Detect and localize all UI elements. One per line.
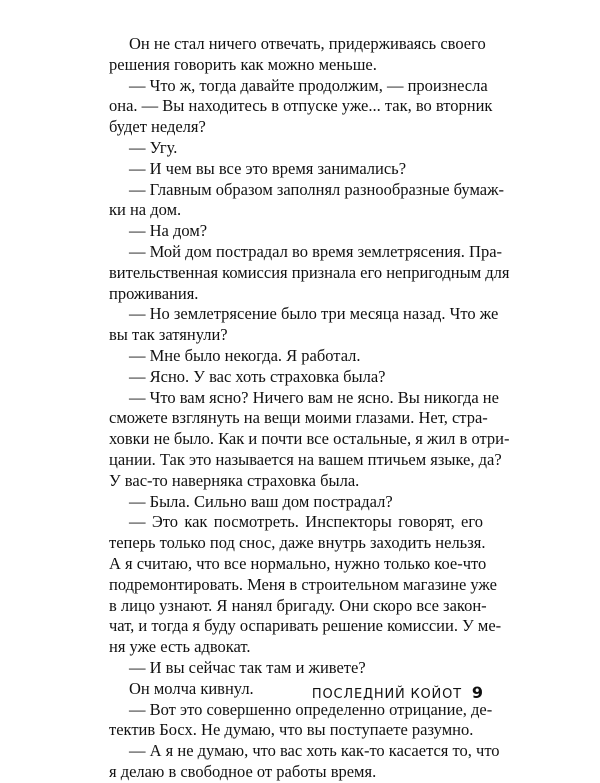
text-line: подремонтировать. Меня в строительном магазине уже [109, 574, 497, 594]
text-line: — Была. Сильно ваш дом пострадал? [129, 491, 393, 511]
page-footer [109, 683, 483, 702]
text-line: Он не стал ничего отвечать, придерживаясь своего [129, 34, 486, 53]
text-line: — Вот это совершенно определенно отрицание, де- [129, 699, 493, 719]
text-line: проживания. [109, 283, 199, 303]
text-line: — А я не думаю, что вас хоть как-то касается то, что [129, 741, 500, 761]
text-line: ки на дом. [109, 200, 182, 220]
body-text [109, 34, 510, 783]
text-line: в лицо узнают. Я нанял бригаду. Они скоро все закон- [109, 595, 487, 615]
text-line: сможете взглянуть на вещи моими глазами. Нет, стра- [109, 408, 488, 428]
text-line: вительственная комиссия признала его непригодным для [109, 262, 510, 282]
text-line: Он молча кивнул. [129, 678, 254, 698]
text-line: теперь только под снос, даже внутрь заходить нельзя. [109, 533, 486, 553]
text-line: — Это как посмотреть. Инспекторы говорят, его [129, 512, 483, 532]
page-number: 9 [471, 683, 483, 702]
text-line: решения говорить как можно меньше. [109, 54, 377, 74]
text-line: — Ясно. У вас хоть страховка была? [129, 366, 386, 386]
text-line: — Угу. [129, 137, 178, 157]
text-line: У вас-то наверняка страховка была. [109, 470, 360, 490]
text-line: — Но землетрясение было три месяца назад. Что же [129, 304, 499, 324]
text-line: — Мой дом пострадал во время землетрясения. Пра- [129, 241, 503, 261]
text-line: ховки не было. Как и почти все остальные, я жил в отри- [109, 429, 510, 449]
text-line: цании. Так это называется на вашем птичьем языке, да? [109, 449, 502, 469]
text-line: — Мне было некогда. Я работал. [129, 345, 361, 365]
text-line: тектив Босх. Не думаю, что вы поступаете разумно. [109, 720, 474, 740]
text-line: вы так затянули? [109, 325, 228, 345]
text-line: — Что вам ясно? Ничего вам не ясно. Вы никогда не [129, 387, 499, 407]
text-line: — Главным образом заполнял разнообразные бумаж- [129, 179, 505, 199]
text-line: — На дом? [129, 221, 208, 241]
text-line: она. — Вы находитесь в отпуске уже... так, во вторник [109, 96, 493, 116]
text-line: чат, и тогда я буду оспаривать решение комиссии. У ме- [109, 616, 502, 636]
running-title: ПОСЛЕДНИЙ КОЙОТ [311, 687, 462, 702]
text-line: — И вы сейчас так там и живете? [129, 657, 366, 677]
text-line: я делаю в свободное от работы время. [109, 761, 377, 781]
text-line: — И чем вы все это время занимались? [129, 158, 407, 178]
text-line: будет неделя? [109, 117, 206, 137]
text-line: — Что ж, тогда давайте продолжим, — произнесла [129, 75, 488, 95]
text-line: А я считаю, что все нормально, нужно только кое-что [109, 553, 487, 573]
text-line: ня уже есть адвокат. [109, 637, 251, 657]
